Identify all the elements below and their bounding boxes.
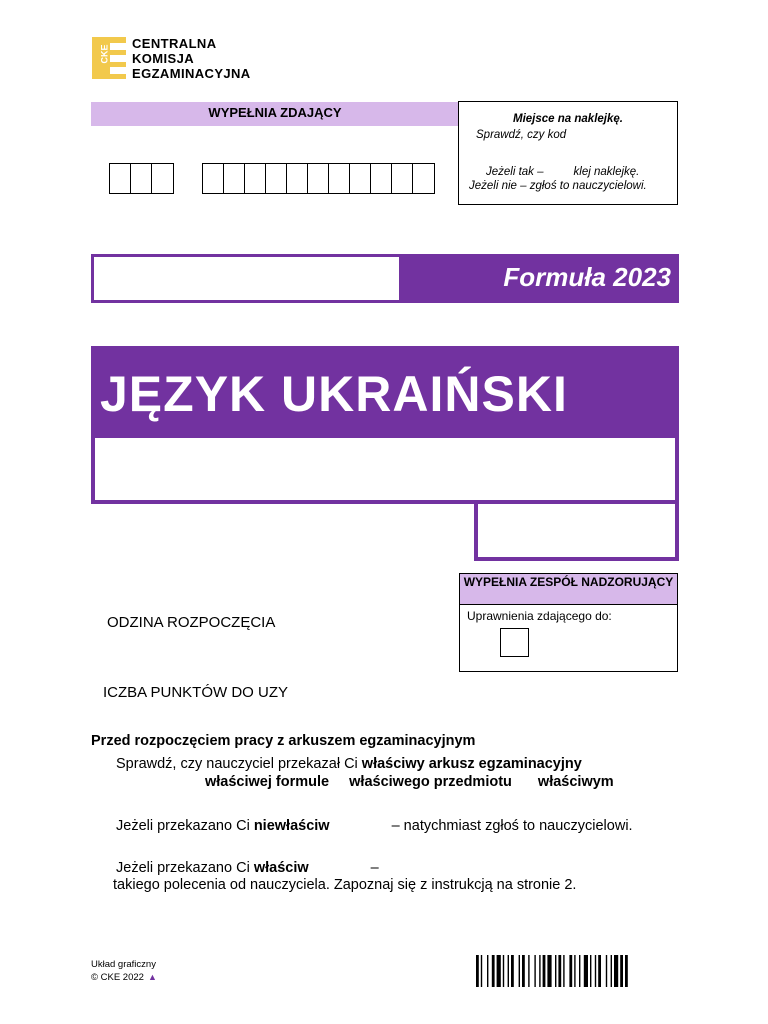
logo-line-3: EGZAMINACYJNA — [132, 66, 251, 81]
pesel-box[interactable] — [371, 164, 392, 193]
logo-bar — [110, 67, 126, 74]
pesel-box[interactable] — [287, 164, 308, 193]
sticker-line-1: Sprawdź, czy kod — [476, 129, 567, 141]
pesel-box[interactable] — [350, 164, 371, 193]
candidate-header: WYPEŁNIA ZDAJĄCY — [91, 102, 459, 126]
instruction-3 — [116, 860, 379, 876]
title-lower-box — [91, 436, 679, 504]
instruction-2-rest: – natychmiast zgłoś to nauczycielowi. — [391, 818, 633, 834]
cke-logo-text — [132, 36, 251, 81]
instruction-3-rest: – — [370, 860, 379, 876]
formula-banner — [91, 254, 679, 303]
sticker-line-2 — [486, 166, 639, 178]
instruction-2-bold: niewłaściw — [253, 818, 330, 834]
instruction-2 — [116, 818, 633, 834]
pesel-box[interactable] — [245, 164, 266, 193]
instruction-1-bold: właściwy arkusz egzaminacyjny — [361, 756, 582, 772]
logo-line-2: KOMISJA — [132, 51, 195, 66]
logo-line-1: CENTRALNA — [132, 36, 217, 51]
pesel-box[interactable] — [224, 164, 245, 193]
footer — [91, 959, 157, 984]
exam-title: JĘZYK UKRAIŃSKI — [100, 366, 568, 422]
instruction-3-line-2: takiego polecenia od nauczyciela. Zapoznaj się z instrukcją na stronie 2. — [113, 877, 577, 893]
permissions-checkbox[interactable] — [500, 628, 529, 657]
sticker-area — [458, 101, 678, 205]
pesel-box[interactable] — [308, 164, 329, 193]
pesel-box[interactable] — [329, 164, 350, 193]
triangle-icon: ▲ — [147, 972, 157, 982]
pesel-box[interactable] — [392, 164, 413, 193]
cke-logo-mark — [92, 37, 126, 79]
logo-bar — [110, 43, 126, 50]
supervisors-header: WYPEŁNIA ZESPÓŁ NADZORUJĄCY — [459, 573, 678, 605]
start-time-label: ODZINA ROZPOCZĘCIA — [107, 614, 276, 631]
instruction-1-line-2 — [205, 774, 614, 790]
formula-label: Formuła 2023 — [503, 262, 671, 292]
instruction-1-line-2a: właściwej formule — [205, 774, 330, 790]
logo-mark-text: CKE — [99, 44, 110, 64]
sticker-line-2a: Jeżeli tak – — [486, 166, 544, 178]
title-corner-box — [474, 500, 679, 561]
barcode-icon — [476, 955, 698, 987]
instruction-3-bold: właściw — [253, 860, 309, 876]
pesel-boxes[interactable] — [202, 163, 435, 194]
instruction-1 — [116, 756, 582, 772]
supervisors-panel — [459, 604, 678, 672]
instruction-3-text: Jeżeli przekazano Ci — [116, 860, 254, 876]
logo-bar — [110, 55, 126, 62]
footer-copyright: © CKE 2022 — [91, 972, 144, 983]
sticker-line-2b: klej naklejkę. — [573, 166, 640, 178]
sticker-title: Miejsce na naklejkę. — [513, 113, 623, 125]
sticker-line-3: Jeżeli nie – zgłoś to nauczycielowi. — [469, 180, 647, 192]
footer-line-1: Układ graficzny — [91, 959, 156, 970]
title-banner — [91, 346, 679, 438]
instructions-heading: Przed rozpoczęciem pracy z arkuszem egzaminacyjnym — [91, 733, 476, 749]
pesel-box[interactable] — [413, 164, 434, 193]
formula-blank-field — [94, 257, 399, 300]
code-box[interactable] — [152, 164, 173, 193]
points-label: ICZBA PUNKTÓW DO UZY — [103, 684, 289, 701]
code-box[interactable] — [110, 164, 131, 193]
instruction-2-text: Jeżeli przekazano Ci — [116, 818, 254, 834]
permissions-label: Uprawnienia zdającego do: — [467, 609, 612, 623]
pesel-box[interactable] — [266, 164, 287, 193]
instruction-1-line-2c: właściwym — [537, 774, 614, 790]
instruction-1-text: Sprawdź, czy nauczyciel przekazał Ci — [116, 756, 362, 772]
instruction-1-line-2b: właściwego przedmiotu — [349, 774, 512, 790]
code-box[interactable] — [131, 164, 152, 193]
code-boxes[interactable] — [109, 163, 174, 194]
pesel-box[interactable] — [203, 164, 224, 193]
